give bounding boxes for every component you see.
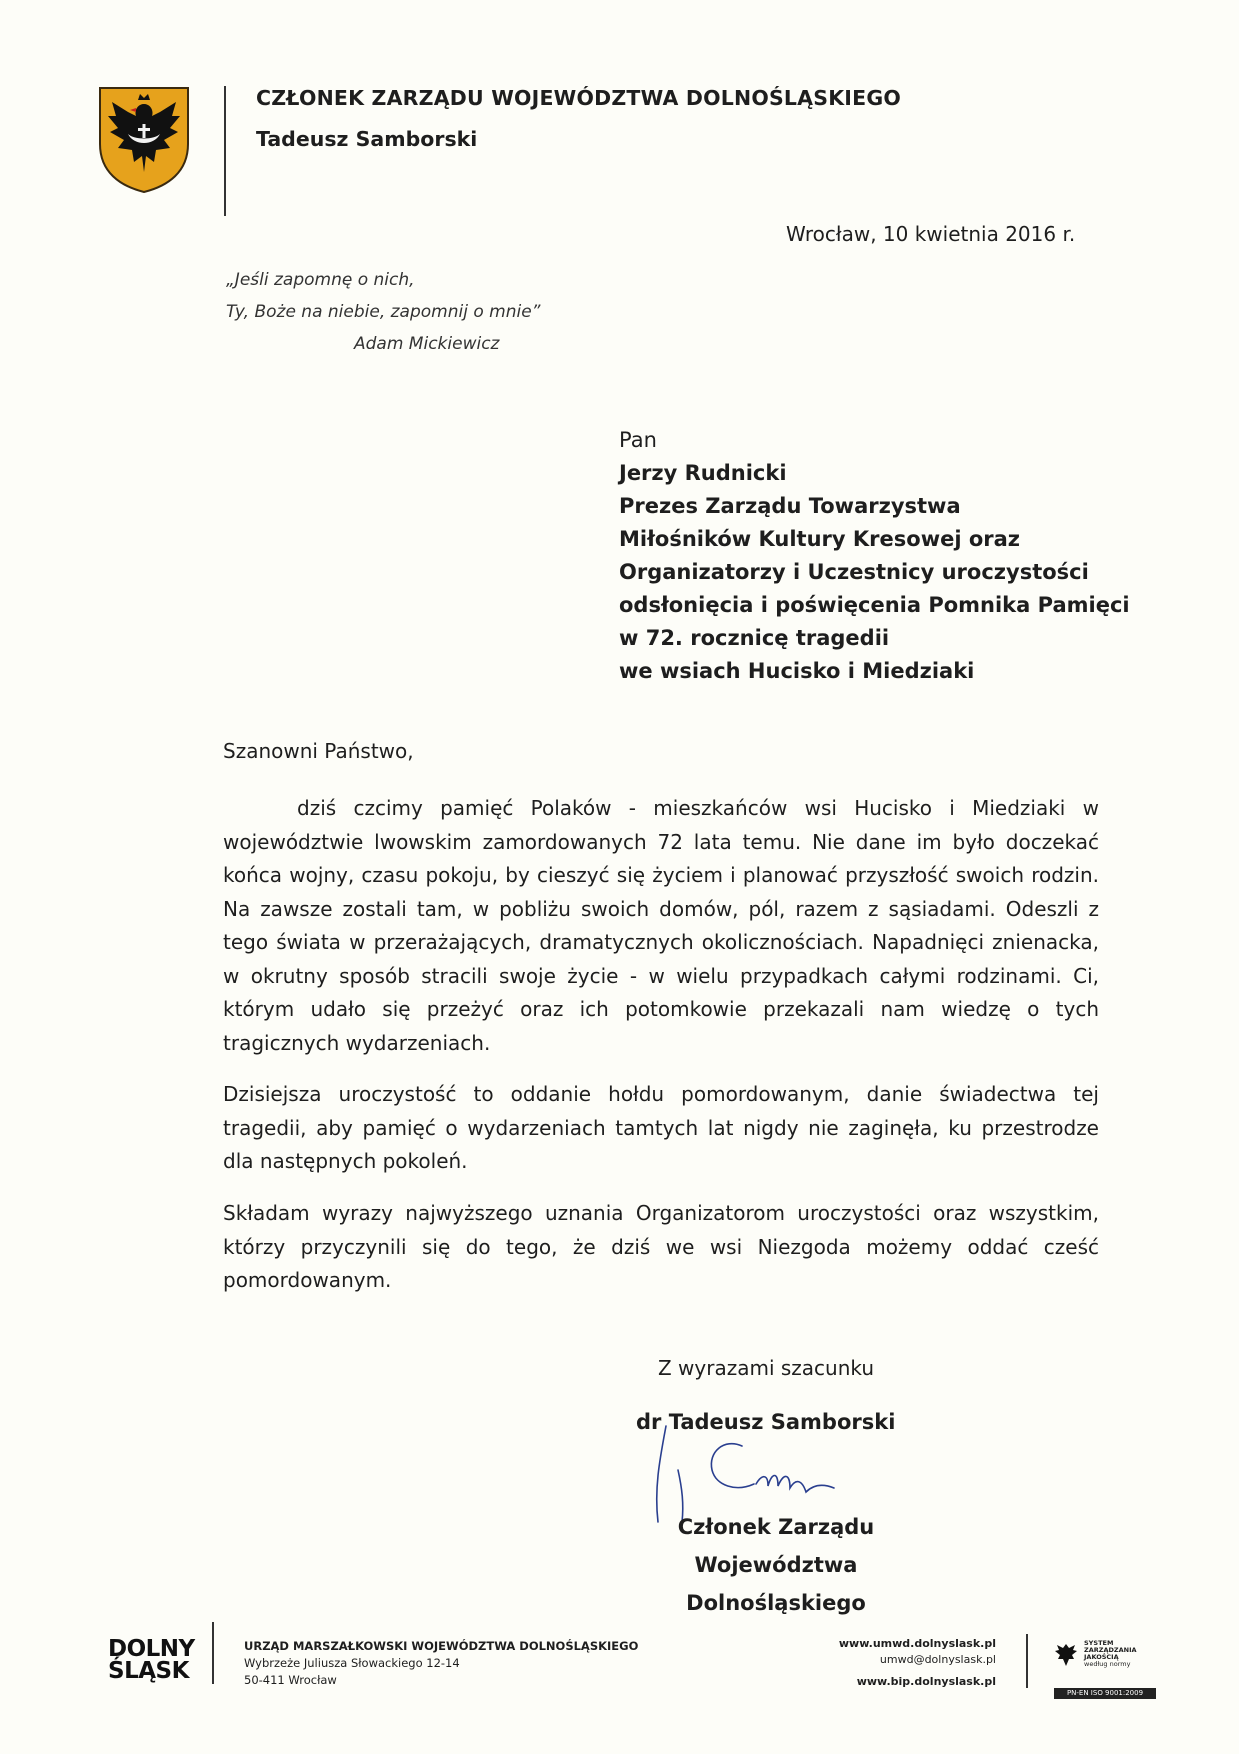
quality-certificate: [1054, 1638, 1170, 1702]
footer-divider: [1026, 1634, 1028, 1688]
quality-line: według normy: [1084, 1660, 1131, 1668]
quality-eagle-icon: [1054, 1640, 1078, 1668]
recipient-line: we wsiach Hucisko i Miedziaki: [619, 659, 975, 683]
header-name: Tadeusz Samborski: [256, 127, 478, 151]
website-link[interactable]: www.umwd.dolnyslask.pl: [838, 1637, 996, 1650]
body-paragraph: dziś czcimy pamięć Polaków - mieszkańców wsi Hucisko i Miedziaki w województwie lwowskim zamordowanych 72 lata temu. Nie dane im było doczekać końca wojny, czasu pokoju, by cieszyć się życiem i planować przyszłość swoich rodzin. Na zawsze zostali tam, w pobliżu swoich domów, pól, razem z sąsiadami. Odeszli z tego świata w przerażających, dramatycznych okolicznościach. Napadnięci znienacka, w okrutny sposób stracili swoje życie - w wielu przypadkach całymi rodzinami. Ci, którym udało się przeżyć oraz ich potomkowie przekazali nam wiedzę o tych tragicznych wydarzeniach.: [223, 796, 1099, 1055]
motto-line: „Jeśli zapomnę o nich,: [226, 270, 415, 290]
logo-line: ŚLĄSK: [108, 1658, 189, 1684]
quality-line: SYSTEM: [1084, 1639, 1114, 1647]
quality-text: [1084, 1640, 1137, 1668]
office-street: Wybrzeże Juliusza Słowackiego 12-14: [244, 1656, 460, 1670]
letter-date: Wrocław, 10 kwietnia 2016 r.: [786, 222, 1076, 246]
recipient-salutation: Pan: [619, 428, 657, 452]
email-link[interactable]: umwd@dolnyslask.pl: [879, 1653, 996, 1666]
position-line: Dolnośląskiego: [686, 1591, 866, 1615]
footer-divider: [212, 1622, 214, 1684]
recipient-line: Organizatorzy i Uczestnicy uroczystości: [619, 560, 1089, 584]
office-name: URZĄD MARSZAŁKOWSKI WOJEWÓDZTWA DOLNOŚLĄSKIEGO: [244, 1639, 639, 1653]
motto-author: Adam Mickiewicz: [354, 334, 500, 354]
motto-line: Ty, Boże na niebie, zapomnij o mnie”: [226, 302, 541, 322]
recipient-line: odsłonięcia i poświęcenia Pomnika Pamięci: [619, 593, 1130, 617]
signer-name: dr Tadeusz Samborski: [636, 1410, 896, 1434]
motto: [226, 264, 540, 360]
recipient-line: Jerzy Rudnicki: [619, 461, 787, 485]
recipient-block: [619, 424, 1130, 688]
bip-link[interactable]: www.bip.dolnyslask.pl: [856, 1675, 996, 1688]
body-salutation: Szanowni Państwo,: [223, 739, 414, 763]
coat-of-arms-icon: [98, 86, 190, 194]
body-paragraph: Składam wyrazy najwyższego uznania Organizatorom uroczystości oraz wszystkim, którzy przyczynili się do tego, że dziś we wsi Niezgoda możemy oddać cześć pomordowanym.: [223, 1201, 1099, 1292]
body-paragraph: Dzisiejsza uroczystość to oddanie hołdu pomordowanym, danie świadectwa tej tragedii, aby pamięć o wydarzeniach tamtych lat nigdy nie zaginęła, ku przestrodze dla następnych pokoleń.: [223, 1082, 1099, 1173]
header-title: CZŁONEK ZARZĄDU WOJEWÓDZTWA DOLNOŚLĄSKIEGO: [256, 86, 901, 110]
closing-regards: Z wyrazami szacunku: [658, 1356, 875, 1380]
quality-line: JAKOŚCIĄ: [1084, 1653, 1119, 1661]
quality-line: ZARZĄDZANIA: [1084, 1646, 1137, 1654]
logo-line: DOLNY: [108, 1636, 195, 1662]
dolny-slask-logo: [108, 1638, 195, 1682]
office-address: [244, 1638, 638, 1689]
position-line: Członek Zarządu Województwa: [677, 1515, 875, 1577]
recipient-line: Miłośników Kultury Kresowej oraz: [619, 527, 1021, 551]
recipient-line: Prezes Zarządu Towarzystwa: [619, 494, 961, 518]
header-divider: [224, 86, 226, 216]
office-city: 50-411 Wrocław: [244, 1673, 337, 1687]
iso-badge: PN-EN ISO 9001:2009: [1054, 1688, 1156, 1699]
contacts: [800, 1636, 996, 1690]
signer-position: [597, 1508, 955, 1622]
recipient-line: w 72. rocznicę tragedii: [619, 626, 890, 650]
